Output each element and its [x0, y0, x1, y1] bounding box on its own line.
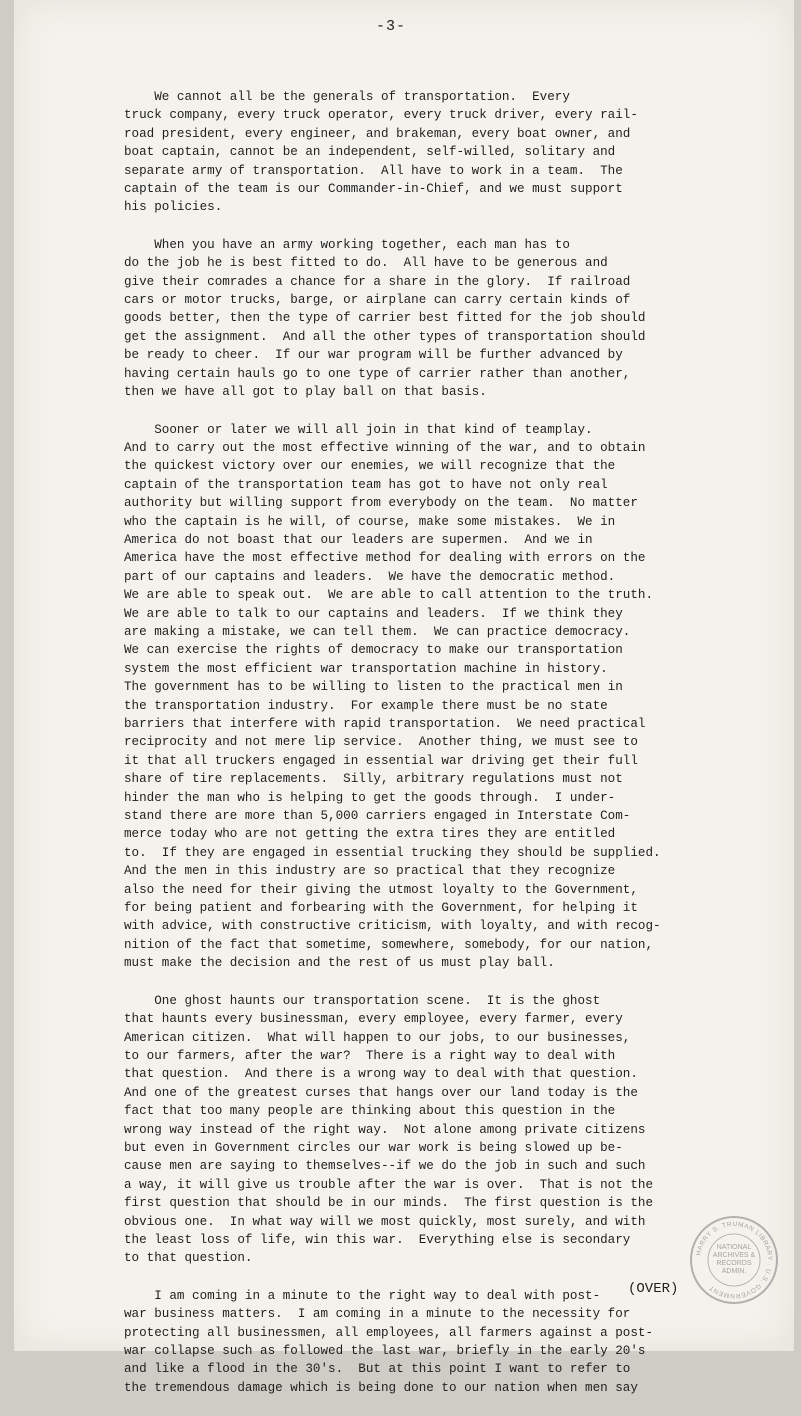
over-label: (OVER)	[628, 1281, 679, 1297]
stamp-inner-text: NATIONAL ARCHIVES & RECORDS ADMIN.	[712, 1244, 756, 1275]
text-line: America have the most effective method for dealing with errors on the	[124, 551, 646, 566]
text-line: also the need for their giving the utmost loyalty to the Government,	[124, 882, 638, 897]
text-line: captain of the team is our Commander-in-Chief, and we must support	[124, 182, 623, 197]
text-line: When you have an army working together, each man has to	[124, 237, 570, 252]
text-line: do the job he is best fitted to do. All have to be generous and	[124, 256, 608, 271]
text-line: And one of the greatest curses that hangs over our land today is the	[124, 1085, 638, 1100]
text-line: that question. And there is a wrong way to deal with that question.	[124, 1067, 638, 1082]
text-line: barriers that interfere with rapid transportation. We need practical	[124, 717, 646, 731]
text-line: And the men in this industry are so practical that they recognize	[124, 864, 616, 879]
text-line: American citizen. What will happen to our jobs, to our businesses,	[124, 1030, 631, 1045]
text-line: We are able to speak out. We are able to call attention to the truth.	[124, 588, 654, 603]
text-line: nition of the fact that sometime, somewhere, somebody, for our nation,	[124, 937, 654, 952]
text-line: but even in Government circles our war work is being slowed up be-	[124, 1140, 623, 1155]
text-line: captain of the transportation team has got to have not only real	[124, 477, 608, 492]
text-line: to our farmers, after the war? There is a right way to deal with	[124, 1048, 616, 1063]
text-line: We are able to talk to our captains and leaders. If we think they	[124, 606, 623, 621]
text-line: America do not boast that our leaders are supermen. And we in	[124, 532, 593, 547]
text-line: reciprocity and not mere lip service. Another thing, we must see to	[124, 735, 638, 750]
text-line: be ready to cheer. If our war program will be further advanced by	[124, 348, 623, 363]
text-line: hinder the man who is helping to get the goods through. I under-	[124, 790, 616, 805]
paragraph	[124, 992, 784, 1268]
paragraph	[124, 88, 784, 217]
text-line: who the captain is he will, of course, make some mistakes. We in	[124, 514, 616, 529]
text-line: are making a mistake, we can tell them. We can practice democracy.	[124, 624, 631, 639]
text-line: fact that too many people are thinking about this question in the	[124, 1104, 616, 1119]
text-line: stand there are more than 5,000 carriers engaged in Interstate Com-	[124, 809, 631, 824]
text-line: get the assignment. And all the other types of transportation should	[124, 329, 646, 344]
paragraph	[124, 1287, 784, 1397]
svg-text:HARRY S. TRUMAN LIBRARY · U.S.: HARRY S. TRUMAN LIBRARY · U.S. GOVERNMENT	[695, 1220, 774, 1300]
text-line: truck company, every truck operator, every truck driver, every rail-	[124, 108, 638, 123]
text-line: it that all truckers engaged in essential war driving get their full	[124, 753, 638, 768]
text-line: and like a flood in the 30's. But at this point I want to refer to	[124, 1362, 631, 1377]
text-line: The government has to be willing to listen to the practical men in	[124, 680, 623, 695]
paragraph	[124, 421, 784, 973]
text-line: first question that should be in our minds. The first question is the	[124, 1196, 654, 1211]
text-line: to. If they are engaged in essential trucking they should be supplied.	[124, 845, 661, 860]
text-line: One ghost haunts our transportation scene. It is the ghost	[124, 993, 601, 1008]
archive-stamp	[690, 1216, 778, 1304]
text-line: war collapse such as followed the last war, briefly in the early 20's	[124, 1344, 646, 1358]
text-line: that haunts every businessman, every employee, every farmer, every	[124, 1012, 623, 1027]
text-line: part of our captains and leaders. We have the democratic method.	[124, 569, 616, 584]
paragraph	[124, 236, 784, 402]
text-line: must make the decision and the rest of us must play ball.	[124, 956, 555, 971]
text-line: merce today who are not getting the extra tires they are entitled	[124, 827, 616, 842]
text-line: having certain hauls go to one type of carrier rather than another,	[124, 366, 631, 381]
text-line: wrong way instead of the right way. Not alone among private citizens	[124, 1122, 646, 1137]
text-line: road president, every engineer, and brakeman, every boat owner, and	[124, 126, 631, 141]
text-line: system the most efficient war transportation machine in history.	[124, 661, 608, 676]
text-line: I am coming in a minute to the right way to deal with post-	[124, 1288, 601, 1303]
text-line: a way, it will give us trouble after the war is over. That is not the	[124, 1177, 654, 1192]
text-line: And to carry out the most effective winning of the war, and to obtain	[124, 440, 646, 455]
text-line: give their comrades a chance for a share in the glory. If railroad	[124, 274, 631, 289]
text-line: protecting all businessmen, all employees, all farmers against a post-	[124, 1325, 654, 1340]
text-line: with advice, with constructive criticism, with loyalty, and with recog-	[124, 919, 661, 934]
text-line: goods better, then the type of carrier best fitted for the job should	[124, 311, 646, 326]
text-line: share of tire replacements. Silly, arbitrary regulations must not	[124, 772, 623, 787]
text-line: the least loss of life, win this war. Everything else is secondary	[124, 1232, 631, 1247]
text-line: authority but willing support from everybody on the team. No matter	[124, 496, 638, 511]
text-line: boat captain, cannot be an independent, self-willed, solitary and	[124, 145, 616, 160]
document-page	[14, 0, 794, 1395]
text-line: cars or motor trucks, barge, or airplane can carry certain kinds of	[124, 293, 631, 308]
text-line: the transportation industry. For example there must be no state	[124, 698, 608, 713]
text-line: to that question.	[124, 1251, 253, 1266]
text-line: for being patient and forbearing with the Government, for helping it	[124, 901, 638, 916]
text-line: cause men are saying to themselves--if we do the job in such and such	[124, 1159, 646, 1174]
text-line: Sooner or later we will all join in that kind of teamplay.	[124, 422, 593, 437]
text-line: We cannot all be the generals of transportation. Every	[124, 90, 570, 104]
text-line: his policies.	[124, 200, 223, 215]
document-body	[124, 88, 784, 1416]
text-line: the quickest victory over our enemies, we will recognize that the	[124, 459, 616, 474]
text-line: separate army of transportation. All have to work in a team. The	[124, 163, 623, 178]
text-line: We can exercise the rights of democracy to make our transportation	[124, 643, 623, 658]
text-line: obvious one. In what way will we most quickly, most surely, and with	[124, 1214, 646, 1229]
page-number: -3-	[376, 18, 407, 35]
text-line: then we have all got to play ball on that basis.	[124, 385, 487, 400]
text-line: the tremendous damage which is being done to our nation when men say	[124, 1380, 638, 1395]
text-line: war business matters. I am coming in a minute to the necessity for	[124, 1307, 631, 1322]
